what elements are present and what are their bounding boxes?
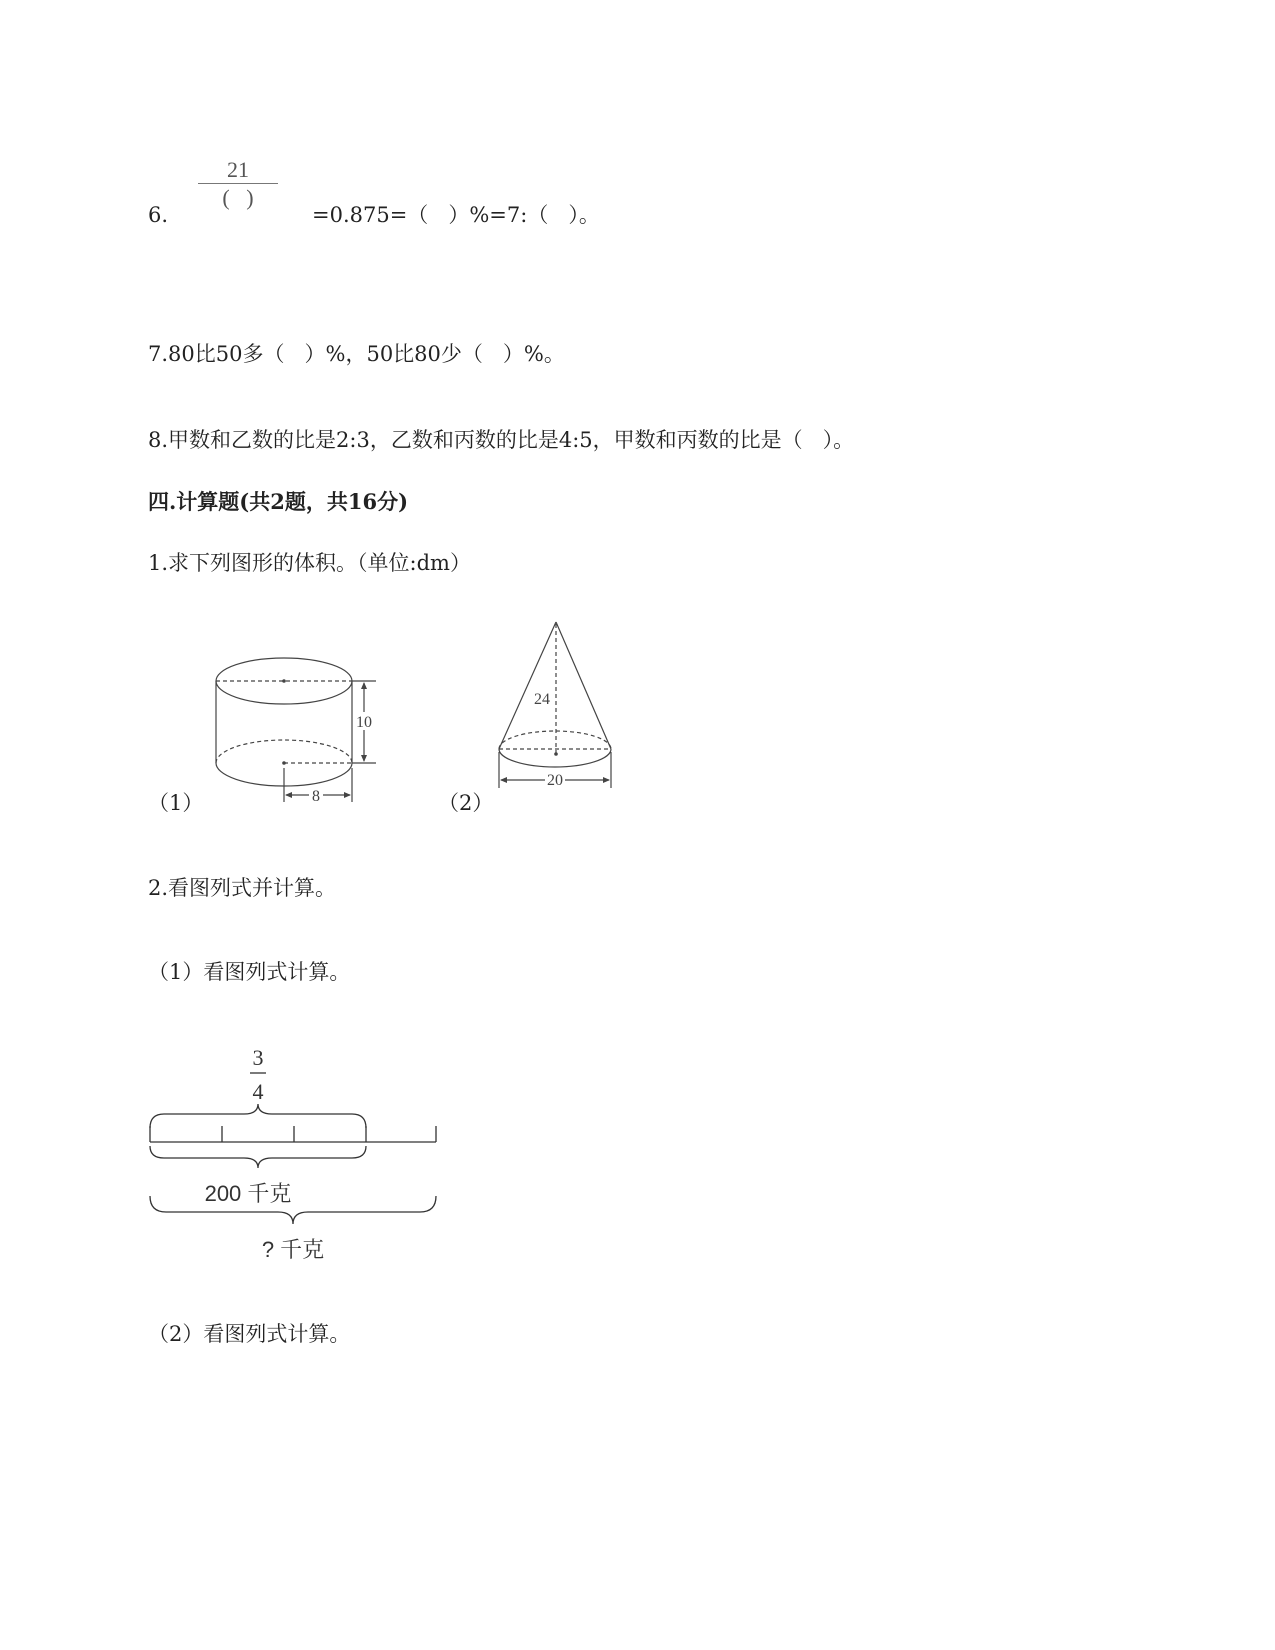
q6-fraction-bar [198, 183, 278, 184]
cone-diameter-arrowhead-left [500, 777, 507, 783]
cone-base-center [554, 752, 558, 756]
middle-brace [150, 1146, 366, 1168]
cylinder-figure [210, 650, 410, 810]
fig1-label: （1） [148, 791, 204, 815]
fig2-label: （2） [438, 791, 494, 815]
q8-text: 8.甲数和乙数的比是2:3，乙数和丙数的比是4:5，甲数和丙数的比是（ ）。 [148, 428, 855, 452]
cylinder-radius-arrowhead-left [285, 792, 292, 798]
bottom-brace [150, 1196, 436, 1224]
cone-base-back [499, 731, 611, 749]
cone-left-side [499, 622, 556, 749]
cylinder-radius-label: 8 [312, 788, 320, 805]
q7-text: 7.80比50多（ ）%，50比80少（ ）%。 [148, 342, 565, 366]
cylinder-bottom-back [216, 740, 352, 763]
cylinder-bottom-center [282, 761, 286, 765]
q6-fraction [198, 158, 278, 210]
diagram-unknown-label: ? 千克 [261, 1237, 325, 1262]
cone-right-side [556, 622, 611, 749]
bar-diagram [148, 1040, 448, 1270]
cylinder-height-arrowhead-top [361, 682, 367, 689]
c2-sub2: （2）看图列式计算。 [148, 1322, 351, 1346]
cylinder-height-arrowhead-bottom [361, 755, 367, 762]
cone-figure [495, 618, 625, 798]
c2-prompt: 2.看图列式并计算。 [148, 876, 337, 900]
cylinder-radius-arrowhead-right [344, 792, 351, 798]
cone-diameter-arrowhead-right [603, 777, 610, 783]
top-brace [150, 1104, 366, 1128]
cylinder-height-label: 10 [356, 714, 372, 731]
cone-diameter-label: 20 [547, 772, 563, 789]
q6-number: 6. [148, 203, 169, 227]
q6-text: =0.875=（ ）%=7:（ ）。 [312, 203, 600, 227]
cone-base-front [499, 749, 611, 767]
section-heading: 四.计算题(共2题，共16分) [148, 489, 409, 514]
diagram-frac-num: 3 [252, 1045, 264, 1070]
q6-fraction-numerator: 21 [227, 157, 249, 182]
diagram-known-label: 200 千克 [204, 1181, 292, 1206]
cone-height-label: 24 [534, 691, 550, 708]
diagram-frac-den: 4 [252, 1079, 264, 1104]
c2-sub1: （1）看图列式计算。 [148, 960, 351, 984]
cylinder-top-center [282, 679, 286, 683]
c1-prompt: 1.求下列图形的体积。（单位:dm） [148, 551, 471, 575]
q6-fraction-denominator: ( ) [222, 185, 254, 210]
